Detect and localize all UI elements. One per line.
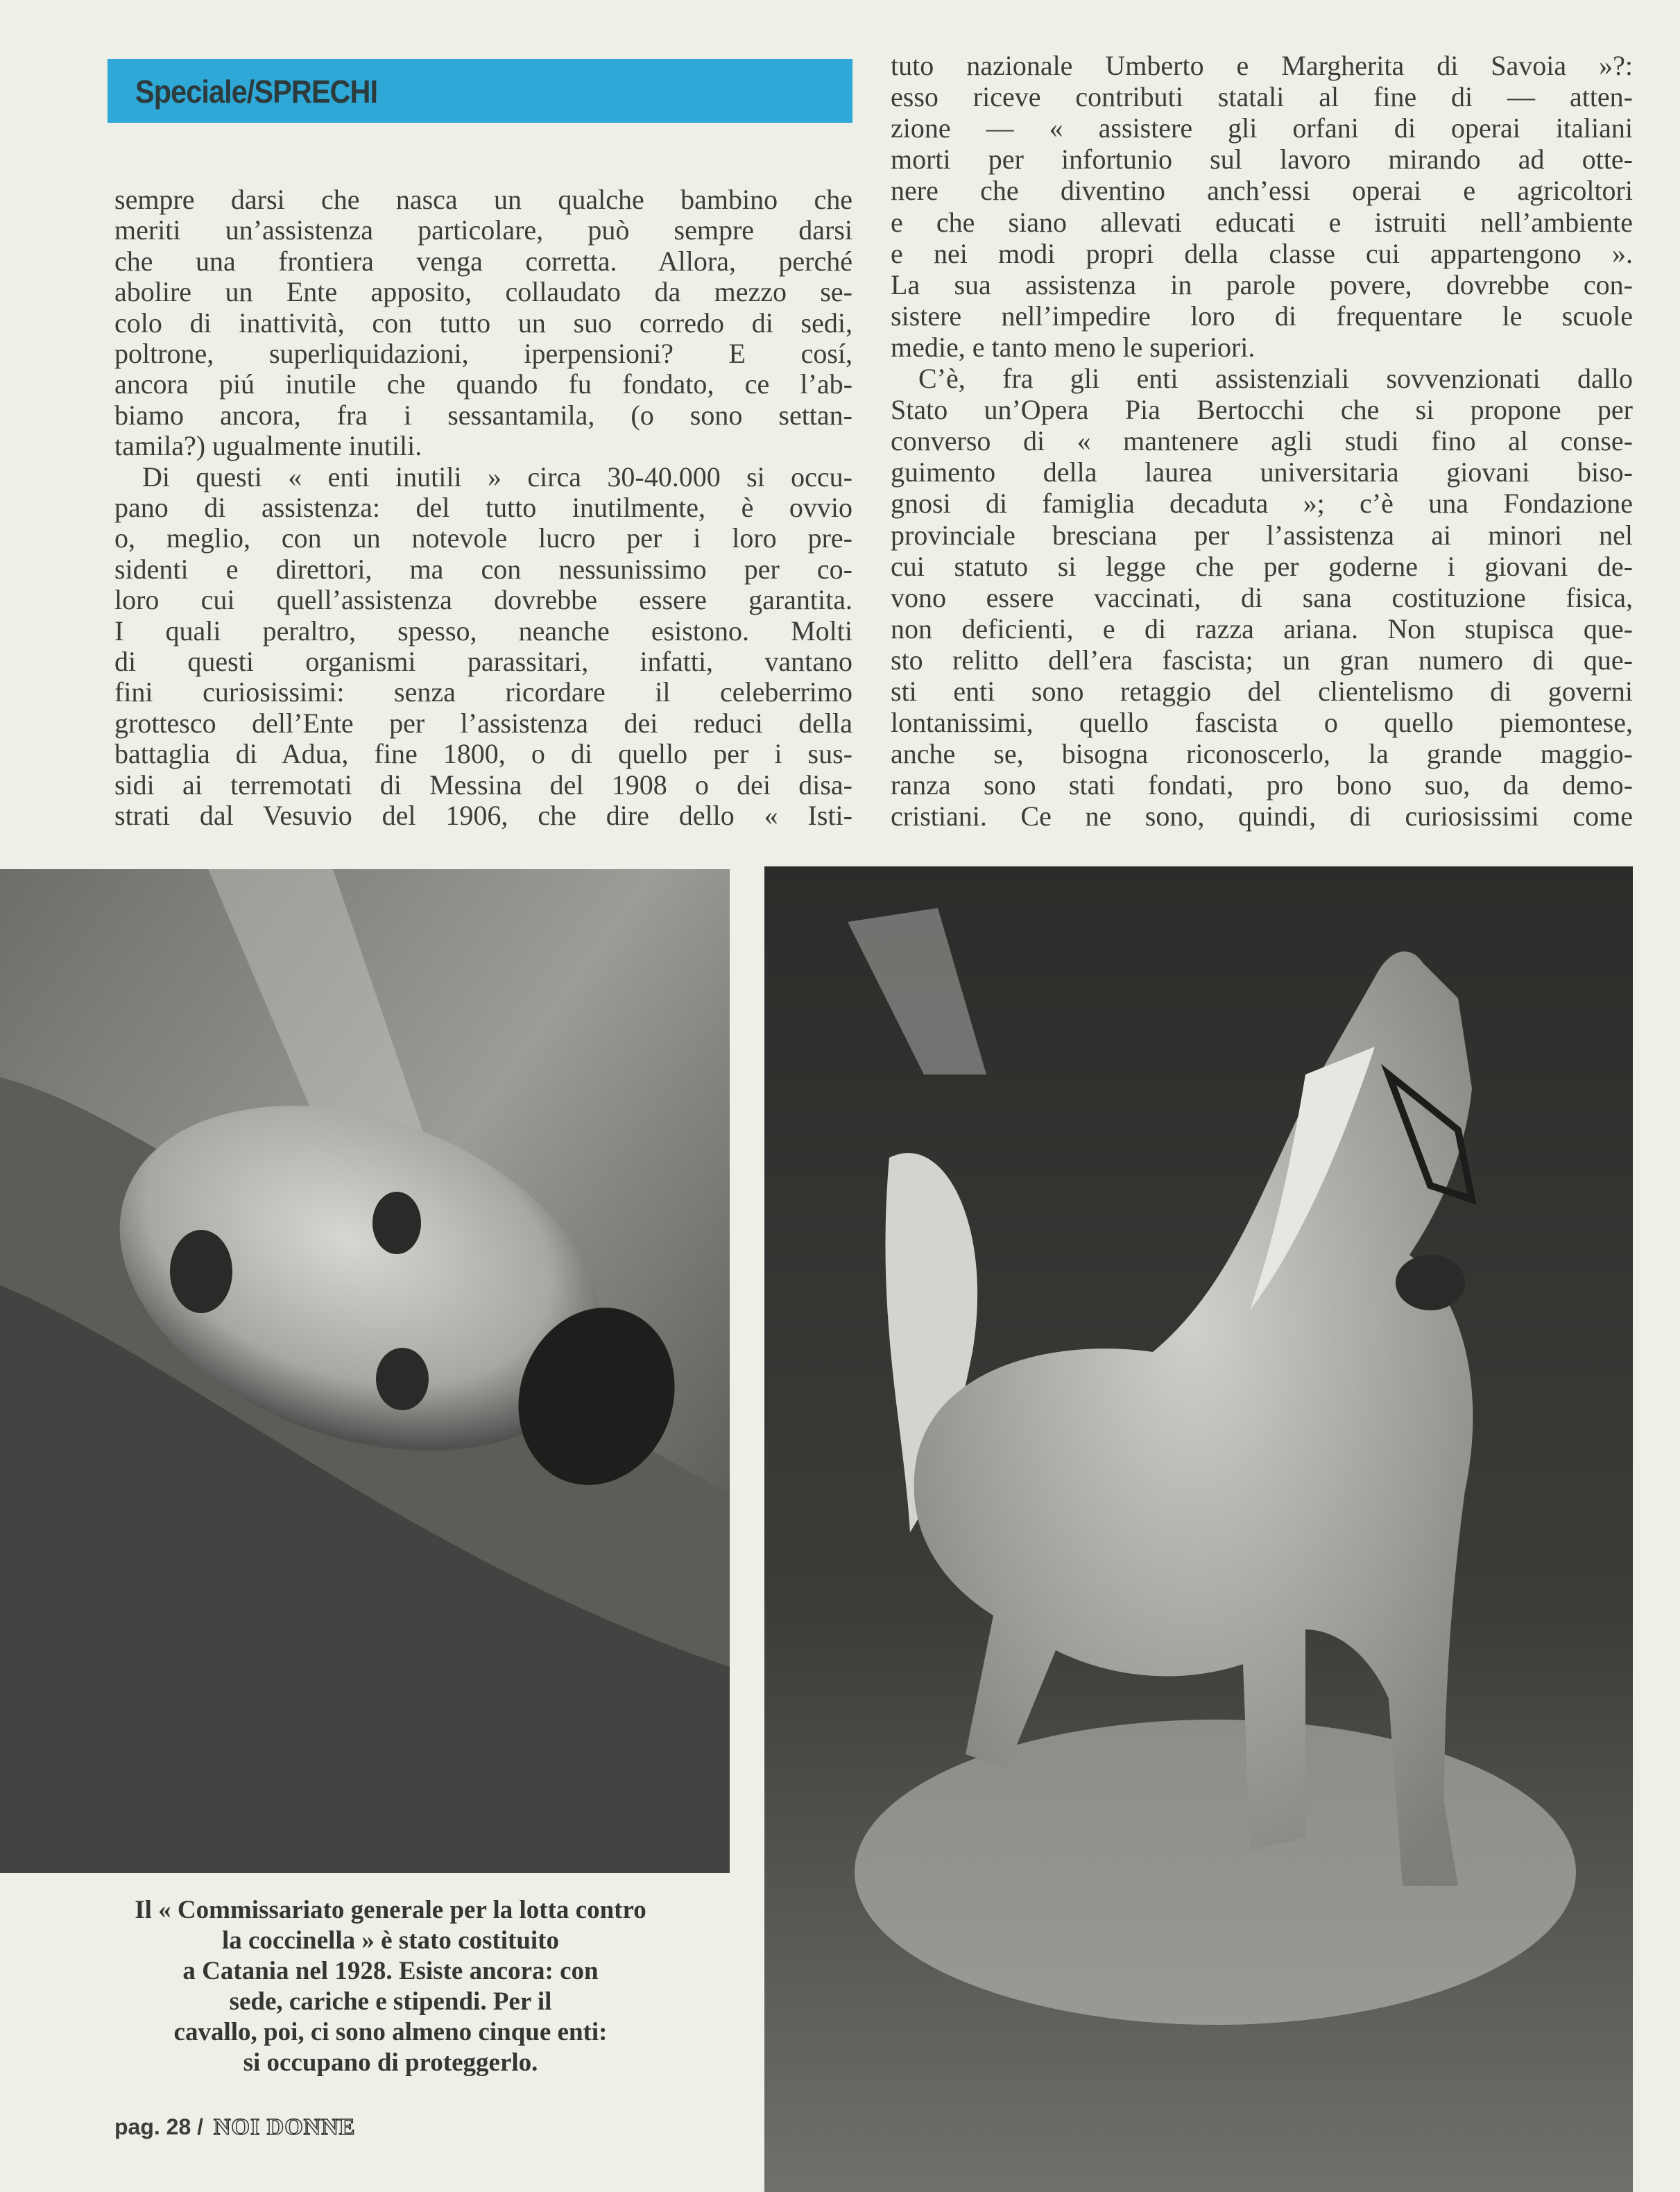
text-line: provinciale bresciana per l’assistenza ai minori nel — [891, 519, 1633, 551]
text-line: sempre darsi che nasca un qualche bambino che — [114, 184, 852, 215]
ladybug-photo — [0, 869, 730, 1873]
caption-line: si occupano di proteggerlo. — [243, 2048, 538, 2077]
caption-line: a Catania nel 1928. Esiste ancora: con — [182, 1957, 599, 1985]
text-line: pano di assistenza: del tutto inutilmente, è ovvio — [114, 492, 852, 523]
text-line: meriti un’assistenza particolare, può sempre darsi — [114, 214, 852, 246]
caption-line: sede, cariche e stipendi. Per il — [229, 1987, 552, 2016]
text-line: anche se, bisogna riconoscerlo, la grande maggio- — [891, 738, 1633, 770]
text-line: tuto nazionale Umberto e Margherita di Savoia »?: — [891, 50, 1633, 81]
text-line: sti enti sono retaggio del clientelismo di governi — [891, 676, 1633, 707]
text-line: non deficienti, e di razza ariana. Non stupisca que- — [891, 613, 1633, 644]
caption-line: la coccinella » è stato costituito — [221, 1926, 560, 1955]
text-line: lontanissimi, quello fascista o quello piemontese, — [891, 707, 1633, 739]
text-line: converso di « mantenere agli studi fino al conse- — [891, 425, 1633, 457]
text-line: poltrone, superliquidazioni, iperpensioni? E cosí, — [114, 338, 852, 369]
text-line: medie, e tanto meno le superiori. — [891, 331, 1255, 363]
text-line: morti per infortunio sul lavoro mirando ad otte- — [891, 144, 1633, 175]
text-line: sidi ai terremotati di Messina del 1908 o dei disa- — [114, 769, 852, 800]
section-title: Speciale/SPRECHI — [135, 74, 378, 110]
text-line: cui statuto si legge che per goderne i giovani de- — [891, 550, 1633, 582]
text-line: ancora piú inutile che quando fu fondato, ce l’ab- — [114, 368, 852, 400]
text-line: zione — « assistere gli orfani di operai italiani — [891, 112, 1633, 144]
text-line: tamila?) ugualmente inutili. — [114, 430, 422, 462]
text-line: o, meglio, con un notevole lucro per i loro pre- — [114, 522, 852, 554]
text-line: strati dal Vesuvio del 1906, che dire dello « Isti- — [114, 800, 852, 831]
horse-photo — [764, 866, 1633, 2192]
text-line: esso riceve contributi statali al fine di — atten- — [891, 81, 1633, 113]
caption-line: cavallo, poi, ci sono almeno cinque enti: — [173, 2018, 608, 2046]
text-line: La sua assistenza in parole povere, dovrebbe con- — [891, 268, 1633, 300]
text-line: vono essere vaccinati, di sana costituzione fisica, — [891, 581, 1633, 613]
text-line: grottesco dell’Ente per l’assistenza dei reduci della — [114, 707, 852, 739]
page-footer — [114, 2114, 355, 2141]
text-line: I quali peraltro, spesso, neanche esistono. Molti — [114, 615, 852, 647]
section-header-bar — [108, 59, 852, 123]
text-line: guimento della laurea universitaria giovani biso- — [891, 456, 1633, 488]
text-line: nere che diventino anch’essi operai e agricoltori — [891, 175, 1633, 207]
text-line: e che siano allevati educati e istruiti nell’ambiente — [891, 206, 1633, 238]
photo-caption — [111, 1895, 670, 2078]
text-line: Stato un’Opera Pia Bertocchi che si propone per — [891, 394, 1633, 426]
text-line: cristiani. Ce ne sono, quindi, di curiosissimi come — [891, 800, 1633, 832]
magazine-logo: NOI DONNE — [213, 2114, 356, 2140]
text-line: fini curiosissimi: senza ricordare il celeberrimo — [114, 676, 852, 708]
text-line: battaglia di Adua, fine 1800, o di quello per i sus- — [114, 738, 852, 770]
text-line: sidenti e direttori, ma con nessunissimo per co- — [114, 553, 852, 585]
text-line: gnosi di famiglia decaduta »; c’è una Fondazione — [891, 488, 1633, 520]
text-line: Di questi « enti inutili » circa 30-40.000 si occu- — [142, 461, 852, 493]
text-line: abolire un Ente apposito, collaudato da mezzo se- — [114, 276, 852, 308]
text-line: C’è, fra gli enti assistenziali sovvenzionati dallo — [918, 363, 1633, 394]
text-line: biamo ancora, fra i sessantamila, (o sono settan- — [114, 399, 852, 431]
text-line: colo di inattività, con tutto un suo corredo di sedi, — [114, 307, 852, 339]
text-line: sto relitto dell’era fascista; un gran numero di que- — [891, 644, 1633, 676]
text-line: di questi organismi parassitari, infatti, vantano — [114, 646, 852, 677]
text-line: ranza sono stati fondati, pro bono suo, da demo- — [891, 769, 1633, 801]
page-number: pag. 28 / — [114, 2114, 204, 2139]
text-line: e nei modi propri della classe cui appartengono ». — [891, 237, 1633, 269]
text-line: che una frontiera venga corretta. Allora, perché — [114, 245, 852, 277]
text-line: loro cui quell’assistenza dovrebbe essere garantita. — [114, 584, 852, 616]
text-line: sistere nell’impedire loro di frequentare le scuole — [891, 300, 1633, 332]
caption-line: Il « Commissariato generale per la lotta contro — [135, 1896, 646, 1924]
